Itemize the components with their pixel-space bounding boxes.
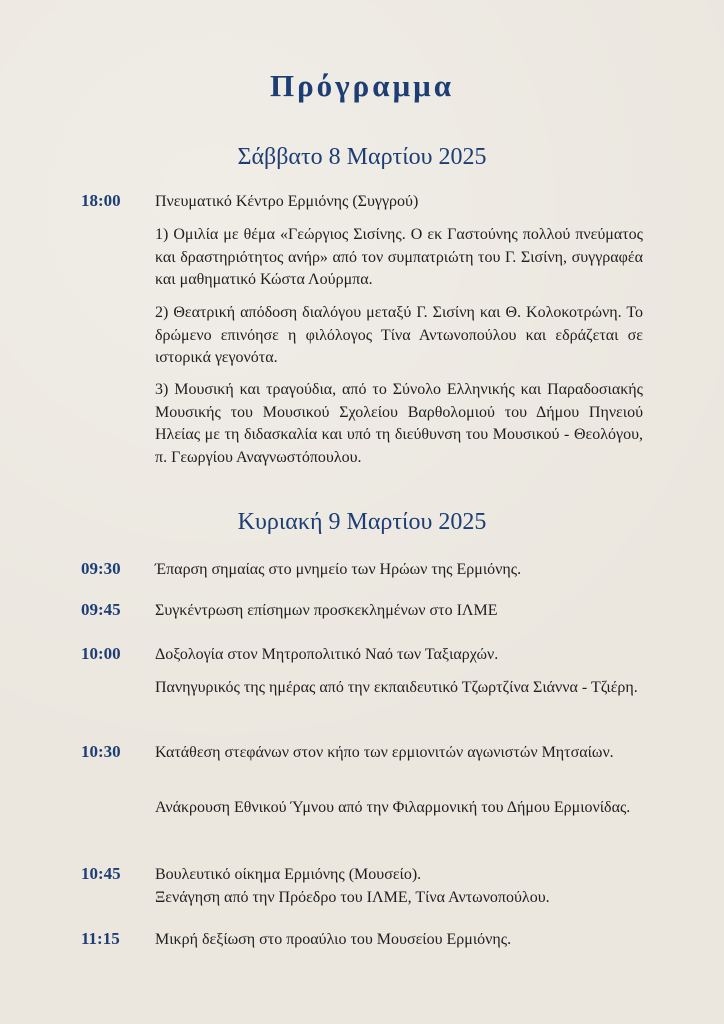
event-paragraph: Κατάθεση στεφάνων στον κήπο των ερμιονιτών αγωνιστών Μητσαίων.: [155, 744, 614, 761]
event-time: 10:45: [81, 864, 121, 883]
event-time: 10:00: [81, 644, 121, 663]
event-description: [155, 559, 643, 582]
event-item-1: [155, 224, 643, 292]
event-paragraph: Βουλευτικό οίκημα Ερμιόνης (Μουσείο).: [155, 866, 422, 883]
day-heading-saturday: Σάββατο 8 Μαρτίου 2025: [237, 144, 487, 170]
event-paragraph: Συγκέντρωση επίσημων προσκεκλημένων στο ΙΛΜΕ: [155, 602, 498, 619]
event-paragraph: 1) Ομιλία με θέμα «Γεώργιος Σισίνης. Ο εκ Γαστούνης πολλού πνεύματος και δραστηριότητος ανήρ» από τον συμπατριώτη του Γ. Σισίνη, συγγραφέα και μαθηματικό Κώστα Λούρμπα.: [155, 226, 643, 288]
event-paragraph: 2) Θεατρική απόδοση διαλόγου μεταξύ Γ. Σισίνη και Θ. Κολοκοτρώνη. Το δρώμενο επινόησε η φιλόλογος Τίνα Αντωνοπούλου και εδράζεται σε ιστορικά γεγονότα.: [155, 304, 643, 366]
event-paragraph: 3) Μουσική και τραγούδια, από το Σύνολο Ελληνικής και Παραδοσιακής Μουσικής του Μουσικού Σχολείου Βαρθολομιού του Δήμου Πηνειού Ηλείας με τη διδασκαλία και υπό τη διεύθυνση του Μουσικού - Θεολόγου, π. Γεωργίου Αναγνωστόπουλου.: [155, 381, 643, 466]
event-time: 09:45: [81, 600, 121, 619]
event-paragraph: Έπαρση σημαίας στο μνημείο των Ηρώων της Ερμιόνης.: [155, 561, 522, 578]
event-description: [155, 864, 643, 909]
event-description: [155, 600, 643, 623]
event-description: [155, 191, 643, 214]
event-paragraph: Δοξολογία στον Μητροπολιτικό Ναό των Ταξιαρχών.: [155, 646, 499, 663]
day-heading-sunday: Κυριακή 9 Μαρτίου 2025: [237, 509, 487, 535]
event-description: [155, 929, 643, 952]
event-time: 10:30: [81, 742, 121, 761]
event-venue: Πνευματικό Κέντρο Ερμιόνης (Συγγρού): [155, 193, 419, 210]
event-paragraph: Ξενάγηση από την Πρόεδρο του ΙΛΜΕ, Τίνα Αντωνοπούλου.: [155, 888, 550, 906]
page-title: Πρόγραμμα: [269, 68, 455, 103]
event-time: 11:15: [81, 929, 120, 948]
event-description-extra: [155, 797, 643, 820]
event-time: 18:00: [81, 191, 121, 210]
event-time: 09:30: [81, 559, 121, 578]
event-paragraph: Πανηγυρικός της ημέρας από την εκπαιδευτικό Τζωρτζίνα Σιάννα - Τζιέρη.: [155, 679, 638, 696]
event-paragraph: Ανάκρουση Εθνικού Ύμνου από την Φιλαρμονική του Δήμου Ερμιονίδας.: [155, 799, 631, 816]
event-item-2: [155, 302, 643, 370]
event-item-3: [155, 379, 643, 469]
event-description: [155, 742, 643, 765]
event-description-extra: [155, 677, 643, 700]
event-description: [155, 644, 643, 667]
event-paragraph: Μικρή δεξίωση στο προαύλιο του Μουσείου Ερμιόνης.: [155, 931, 512, 948]
